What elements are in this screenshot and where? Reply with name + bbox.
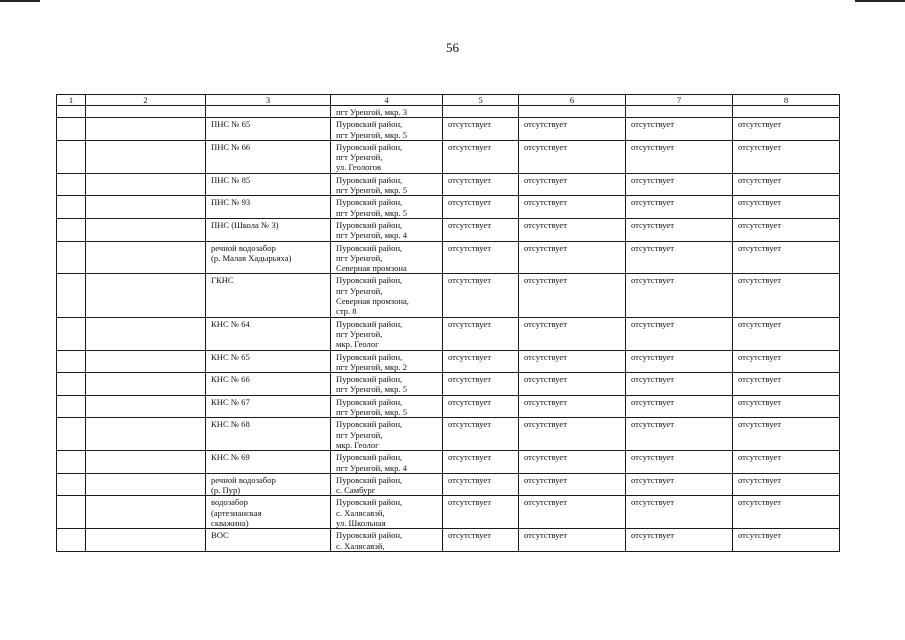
cell-c7-status: отсутствует [626,173,733,196]
cell-name [206,496,331,529]
address-line: Пуровский район, [336,275,403,286]
cell-c6-status: отсутствует [519,451,626,474]
cell-name [206,473,331,496]
table-row [57,418,840,451]
address-line: пгт Уренгой, мкр. 5 [336,384,408,395]
table-row [57,317,840,350]
cell-c8-status: отсутствует [733,418,840,451]
table-row [57,118,840,141]
cell-col2 [86,317,206,350]
address-line: Пуровский район, [336,497,403,508]
cell-c7-status: отсутствует [626,196,733,219]
name-line: (артезианская [211,507,262,518]
column-header-2: 2 [86,95,206,106]
cell-address [331,473,443,496]
cell-c5-status: отсутствует [443,350,519,373]
cell-col2 [86,418,206,451]
cell-c5-status: отсутствует [443,140,519,173]
address-line: Пуровский район, [336,530,403,541]
cell-c8-status: отсутствует [733,473,840,496]
cell-col2 [86,140,206,173]
cell-c8-status: отсутствует [733,241,840,274]
cell-name [206,529,331,552]
cell-col7 [626,106,733,118]
name-line: ПНС (Школа № 3) [211,219,279,230]
table-row [57,496,840,529]
table-row [57,451,840,474]
cell-c8-status: отсутствует [733,118,840,141]
cell-col1 [57,395,86,418]
table-row [57,173,840,196]
name-line: КНС № 64 [211,318,250,329]
cell-col2 [86,241,206,274]
cell-c8-status: отсутствует [733,218,840,241]
cell-name [206,241,331,274]
address-line: стр. 8 [336,306,357,317]
cell-address [331,118,443,141]
scan-edge-mark-right [855,0,905,2]
cell-col1 [57,317,86,350]
address-line: Пуровский район, [336,242,403,253]
objects-table [56,94,840,552]
address-line: Северная промзона, [336,296,409,307]
address-line: пгт Уренгой, мкр. 5 [336,129,408,140]
cell-address [331,173,443,196]
name-line: ГКНС [211,275,234,286]
cell-c6-status: отсутствует [519,529,626,552]
cell-c8-status: отсутствует [733,395,840,418]
cell-col2 [86,173,206,196]
cell-col1 [57,196,86,219]
address-line: ул. Школьная [336,517,386,528]
cell-c6-status: отсутствует [519,496,626,529]
address-line: Пуровский район, [336,374,403,385]
cell-c6-status: отсутствует [519,218,626,241]
cell-col2 [86,451,206,474]
address-line: мкр. Геолог [336,439,379,450]
cell-name [206,196,331,219]
name-line: КНС № 66 [211,374,250,385]
cell-address [331,418,443,451]
cell-address [331,350,443,373]
cell-c5-status: отсутствует [443,451,519,474]
cell-c8-status: отсутствует [733,274,840,317]
cell-c6-status: отсутствует [519,418,626,451]
cell-col1 [57,173,86,196]
cell-c8-status: отсутствует [733,350,840,373]
cell-c6-status: отсутствует [519,118,626,141]
cell-col2 [86,196,206,219]
table-row [57,196,840,219]
cell-col1 [57,529,86,552]
cell-col2 [86,529,206,552]
address-line: ул. Геологов [336,162,382,173]
table-row [57,373,840,396]
address-line: Пуровский район, [336,119,403,130]
cell-col1 [57,218,86,241]
cell-col2 [86,118,206,141]
column-header-4: 4 [331,95,443,106]
name-line: КНС № 68 [211,419,250,430]
address-line: пгт Уренгой, [336,252,383,263]
cell-col2 [86,274,206,317]
table-row [57,350,840,373]
cell-c7-status: отсутствует [626,418,733,451]
cell-c5-status: отсутствует [443,418,519,451]
cell-col2 [86,218,206,241]
name-line: речной водозабор [211,474,276,485]
name-line: скважина) [211,517,249,528]
cell-c6-status: отсутствует [519,173,626,196]
cell-c7-status: отсутствует [626,218,733,241]
cell-c5-status: отсутствует [443,196,519,219]
header-row [57,95,840,106]
cell-name [206,173,331,196]
cell-name [206,218,331,241]
cell-c6-status: отсутствует [519,274,626,317]
cell-c8-status: отсутствует [733,317,840,350]
cell-col2 [86,395,206,418]
cell-c5-status: отсутствует [443,317,519,350]
cell-c5-status: отсутствует [443,496,519,529]
cell-name [206,317,331,350]
cell-address [331,451,443,474]
cell-c6-status: отсутствует [519,317,626,350]
address-line: Северная промзона [336,263,407,274]
cell-col2 [86,496,206,529]
cell-address [331,529,443,552]
cell-name [206,274,331,317]
cell-name [206,373,331,396]
address-line: пгт Уренгой, [336,429,383,440]
address-line: с. Халясавэй, [336,507,385,518]
column-header-5: 5 [443,95,519,106]
cell-address [331,196,443,219]
cell-col1 [57,418,86,451]
cell-c8-status: отсутствует [733,373,840,396]
table-row [57,395,840,418]
cell-col1 [57,496,86,529]
cell-c6-status: отсутствует [519,241,626,274]
column-header-1: 1 [57,95,86,106]
cell-col1 [57,241,86,274]
cell-col6 [519,106,626,118]
name-line: КНС № 69 [211,452,250,463]
table-row [57,140,840,173]
cell-c6-status: отсутствует [519,140,626,173]
cell-col1 [57,274,86,317]
address-line: пгт Уренгой, [336,152,383,163]
cell-address [331,373,443,396]
cell-c7-status: отсутствует [626,140,733,173]
cell-c8-status: отсутствует [733,196,840,219]
cell-c8-status: отсутствует [733,173,840,196]
cell-c7-status: отсутствует [626,317,733,350]
cell-address [331,317,443,350]
cell-name [206,451,331,474]
address-line: с. Халясавэй, [336,540,385,551]
cell-c8-status: отсутствует [733,529,840,552]
cell-address [331,218,443,241]
cell-address [331,140,443,173]
cell-c5-status: отсутствует [443,473,519,496]
cell-c5-status: отсутствует [443,241,519,274]
table-header [57,95,840,106]
address-line: Пуровский район, [336,174,403,185]
address-line: Пуровский район, [336,318,403,329]
name-line: ПНС № 66 [211,141,251,152]
page-number: 56 [446,40,459,55]
table-body [57,106,840,552]
cell-col1 [57,106,86,118]
cell-address [331,496,443,529]
address-line: пгт Уренгой, мкр. 4 [336,462,408,473]
cell-c7-status: отсутствует [626,274,733,317]
address-line: Пуровский район, [336,396,403,407]
cell-c5-status: отсутствует [443,395,519,418]
cell-col1 [57,373,86,396]
cell-c7-status: отсутствует [626,350,733,373]
cell-c6-status: отсутствует [519,196,626,219]
cell-c7-status: отсутствует [626,496,733,529]
cell-c7-status: отсутствует [626,241,733,274]
cell-c7-status: отсутствует [626,529,733,552]
cell-c5-status: отсутствует [443,218,519,241]
cell-name [206,106,331,118]
cell-c7-status: отсутствует [626,451,733,474]
cell-c8-status: отсутствует [733,140,840,173]
column-header-3: 3 [206,95,331,106]
name-line: (р. Пур) [211,485,241,496]
cell-col1 [57,350,86,373]
cell-c6-status: отсутствует [519,473,626,496]
cell-col2 [86,473,206,496]
cell-c7-status: отсутствует [626,473,733,496]
cell-c5-status: отсутствует [443,173,519,196]
cell-address [331,106,443,118]
name-line: ПНС № 93 [211,197,251,208]
address-line: Пуровский район, [336,419,403,430]
cell-name [206,350,331,373]
cell-col8 [733,106,840,118]
cell-col1 [57,140,86,173]
cell-col2 [86,106,206,118]
address-line: пгт Уренгой, мкр. 4 [336,230,408,241]
cell-c8-status: отсутствует [733,496,840,529]
cell-address [331,241,443,274]
cell-col2 [86,350,206,373]
cell-c7-status: отсутствует [626,118,733,141]
address-line: Пуровский район, [336,141,403,152]
cell-c5-status: отсутствует [443,529,519,552]
cell-c5-status: отсутствует [443,373,519,396]
name-line: ПНС № 65 [211,119,251,130]
name-line: (р. Малая Хадырьяха) [211,252,292,263]
table-row [57,274,840,317]
cell-address [331,274,443,317]
address-line: Пуровский район, [336,474,403,485]
table-row [57,529,840,552]
cell-col2 [86,373,206,396]
name-line: КНС № 65 [211,351,250,362]
cell-c6-status: отсутствует [519,395,626,418]
cell-name [206,395,331,418]
cell-col5 [443,106,519,118]
cell-name [206,118,331,141]
name-line: КНС № 67 [211,396,250,407]
cell-c8-status: отсутствует [733,451,840,474]
address-line: Пуровский район, [336,351,403,362]
name-line: водозабор [211,497,248,508]
cell-name [206,140,331,173]
address-line: пгт Уренгой, [336,285,383,296]
column-header-8: 8 [733,95,840,106]
cell-c5-status: отсутствует [443,274,519,317]
address-line: пгт Уренгой, мкр. 5 [336,207,408,218]
name-line: ПНС № 85 [211,174,251,185]
cell-col1 [57,118,86,141]
cell-c5-status: отсутствует [443,118,519,141]
scan-edge-mark-left [0,0,40,2]
continuation-row [57,106,840,118]
column-header-7: 7 [626,95,733,106]
address-line: пгт Уренгой, мкр. 3 [336,107,408,117]
address-line: Пуровский район, [336,452,403,463]
table-row [57,218,840,241]
name-line: ВОС [211,530,229,541]
cell-col1 [57,451,86,474]
cell-c7-status: отсутствует [626,395,733,418]
address-line: пгт Уренгой, [336,328,383,339]
table-row [57,473,840,496]
cell-address [331,395,443,418]
cell-name [206,418,331,451]
column-header-6: 6 [519,95,626,106]
cell-c6-status: отсутствует [519,373,626,396]
table-row [57,241,840,274]
address-line: с. Самбург [336,485,376,496]
cell-c6-status: отсутствует [519,350,626,373]
address-line: мкр. Геолог [336,339,379,350]
name-line: речной водозабор [211,242,276,253]
cell-col1 [57,473,86,496]
address-line: пгт Уренгой, мкр. 2 [336,361,408,372]
address-line: Пуровский район, [336,219,403,230]
address-line: пгт Уренгой, мкр. 5 [336,407,408,418]
address-line: Пуровский район, [336,197,403,208]
cell-c7-status: отсутствует [626,373,733,396]
address-line: пгт Уренгой, мкр. 5 [336,185,408,196]
